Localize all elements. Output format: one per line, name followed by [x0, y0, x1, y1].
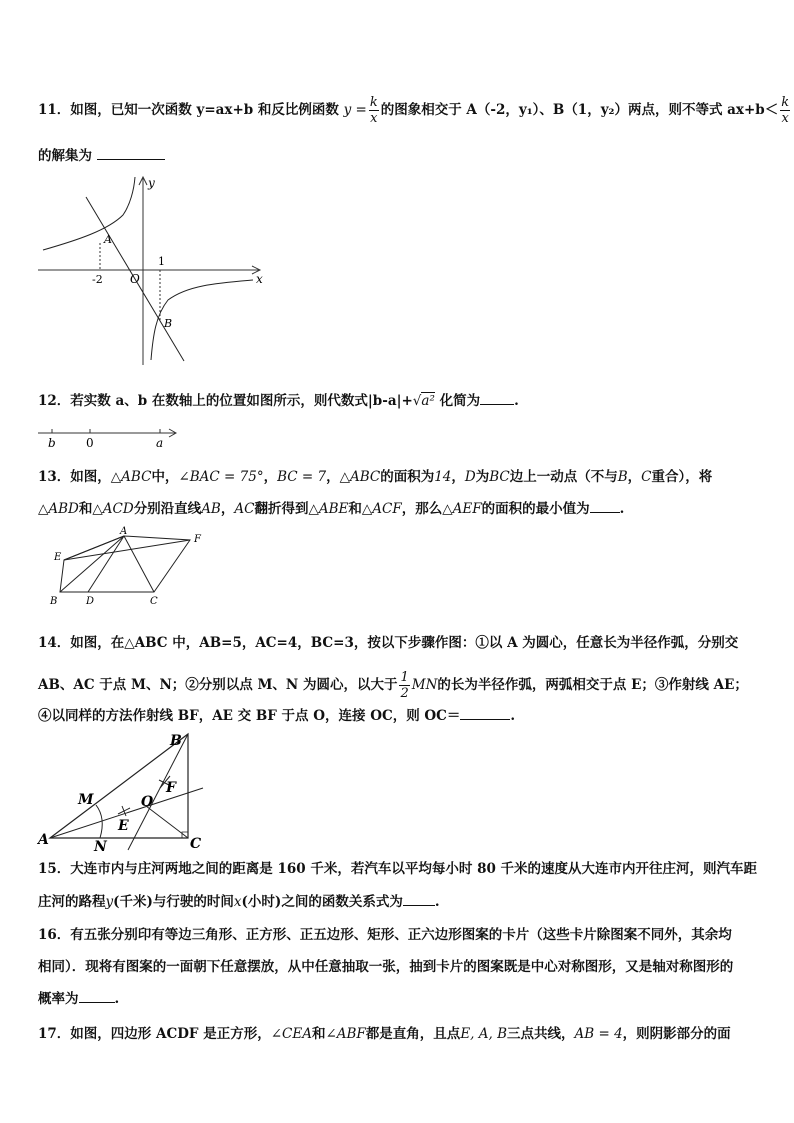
q14-label-o: O	[141, 794, 154, 810]
q13-line2: △ABD和△ACD分别沿直线AB，AC翻折得到△ABE和△ACF，那么△AEF的面积的最小值为 .	[38, 501, 625, 517]
answer-blank[interactable]	[480, 403, 514, 405]
q11-fraction-k-over-x: $\frac{k}{x}$	[369, 95, 378, 126]
q13-label-b: B	[50, 596, 58, 607]
q11-tick-1: 1	[158, 255, 165, 268]
q15-line2: 庄河的路程y(千米)与行驶的时间x(小时)之间的函数关系式为 .	[38, 894, 440, 910]
answer-blank[interactable]	[97, 158, 165, 160]
q13-label-a: A	[120, 526, 128, 537]
answer-blank[interactable]	[460, 718, 510, 720]
q12-label-a: a	[156, 436, 164, 450]
q14-label-m: M	[78, 792, 94, 808]
q11-point-b: B	[164, 317, 173, 330]
q11-line1: 11．如图，已知一次函数 y=ax+b 和反比例函数 y = $\frac{k}{x}$ 的图象相交于 A（-2，y₁）、B（1，y₂）两点，则不等式 ax+b＜ $\frac{k}{x}$	[38, 95, 790, 126]
q16-line1: 16．有五张分别印有等边三角形、正方形、正五边形、矩形、正六边形图案的卡片（这些卡片除图案不同外，其余均	[38, 927, 732, 943]
q12-label-zero: 0	[86, 436, 94, 450]
q13-line1: 13．如图，△ABC中，∠BAC = 75°，BC = 7，△ABC的面积为14，D为BC边上一动点（不与B，C重合），将	[38, 469, 713, 485]
q14-label-b: B	[170, 733, 182, 749]
answer-blank[interactable]	[403, 904, 435, 906]
q14-label-f: F	[166, 780, 176, 796]
q13-label-f: F	[194, 534, 201, 545]
q13-figure	[48, 528, 218, 608]
q14-line2: AB、AC 于点 M、N；②分别以点 M、N 为圆心，以大于 $\frac{1}{2}$ MN的长为半径作弧，两弧相交于点 E；③作射线 AE；	[38, 670, 748, 701]
q11-y-label: y	[148, 176, 155, 190]
q11-graph	[38, 175, 268, 370]
answer-blank[interactable]	[79, 1001, 115, 1003]
q16-line2: 相同）．现将有图案的一面朝下任意摆放，从中任意抽取一张，抽到卡片的图案既是中心对称图形，又是轴对称图形的	[38, 959, 734, 975]
answer-blank[interactable]	[590, 511, 620, 513]
q11-formula-lhs: y =	[343, 102, 367, 118]
q14-label-e: E	[118, 818, 129, 834]
q11-line2: 的解集为	[38, 147, 165, 165]
q16-line3: 概率为 .	[38, 991, 120, 1007]
q14-line1: 14．如图，在△ABC 中，AB=5，AC=4，BC=3，按以下步骤作图：①以 A 为圆心，任意长为半径作弧，分别交	[38, 635, 739, 651]
q13-label-e: E	[54, 552, 62, 563]
q14-label-n: N	[94, 839, 107, 855]
q11-tick-neg2: -2	[92, 273, 103, 286]
q12-number-line	[38, 425, 188, 451]
q13-label-c: C	[150, 596, 158, 607]
q11-point-a: A	[104, 233, 112, 246]
q14-fraction-half: $\frac{1}{2}$	[400, 670, 409, 701]
q12-line1: 12．若实数 a、b 在数轴上的位置如图所示，则代数式|b-a|+√a² 化简为 .	[38, 393, 519, 409]
q11-fraction-k-over-x-2: $\frac{k}{x}$	[781, 95, 790, 126]
q14-label-a: A	[38, 832, 49, 848]
q11-x-label: x	[256, 272, 263, 286]
q11-origin-label: O	[130, 272, 140, 286]
q12-label-b: b	[48, 436, 56, 450]
q15-line1: 15．大连市内与庄河两地之间的距离是 160 千米，若汽车以平均每小时 80 千米的速度从大连市内开往庄河，则汽车距	[38, 861, 758, 877]
q14-figure	[38, 730, 218, 855]
q12-sqrt: √a²	[412, 393, 435, 409]
q13-label-d: D	[86, 596, 95, 607]
q14-label-c: C	[190, 836, 202, 852]
q14-line3: ④以同样的方法作射线 BF，AE 交 BF 于点 O，连接 OC，则 OC＝ .	[38, 708, 516, 724]
q17-line1: 17．如图，四边形 ACDF 是正方形，∠CEA和∠ABF都是直角，且点E, A, B三点共线，AB = 4，则阴影部分的面	[38, 1026, 731, 1042]
